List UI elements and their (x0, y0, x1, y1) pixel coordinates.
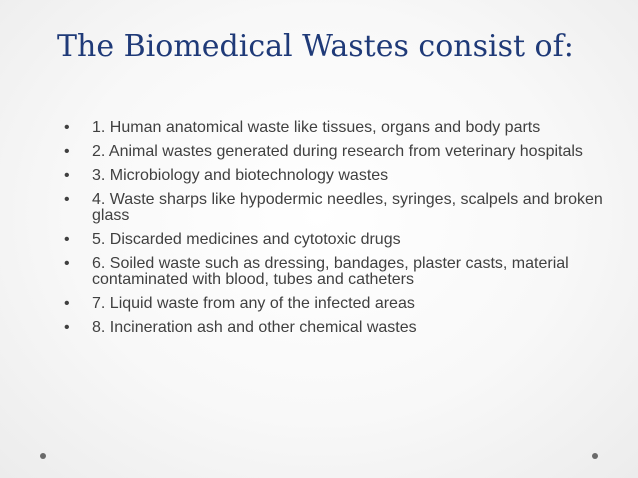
bullet-icon: • (64, 119, 70, 136)
list-item (64, 296, 604, 312)
corner-dot-left-icon (40, 453, 46, 459)
bullet-icon: • (64, 319, 70, 336)
slide-title: The Biomedical Wastes consist of: (57, 29, 574, 64)
list-item (64, 320, 604, 336)
list-item-text: 1. Human anatomical waste like tissues, organs and body parts (92, 119, 541, 136)
list-item (64, 120, 604, 136)
list-item-text: 3. Microbiology and biotechnology wastes (92, 167, 389, 184)
bullet-icon: • (64, 255, 70, 272)
bullet-icon: • (64, 231, 70, 248)
list-item (64, 232, 604, 248)
list-item-text: 5. Discarded medicines and cytotoxic drugs (92, 231, 401, 248)
list-item-text: 4. Waste sharps like hypodermic needles, syringes, scalpels and broken glass (92, 191, 603, 224)
bullet-icon: • (64, 295, 70, 312)
bullet-icon: • (64, 167, 70, 184)
list-item (64, 192, 604, 224)
list-item-text: 6. Soiled waste such as dressing, bandages, plaster casts, material contaminated with blood, tubes and catheters (92, 255, 569, 288)
bullet-list (64, 120, 604, 344)
list-item-text: 2. Animal wastes generated during research from veterinary hospitals (92, 143, 583, 160)
list-item (64, 256, 604, 288)
bullet-icon: • (64, 191, 70, 208)
bullet-icon: • (64, 143, 70, 160)
corner-dot-right-icon (592, 453, 598, 459)
list-item-text: 7. Liquid waste from any of the infected areas (92, 295, 415, 312)
list-item (64, 168, 604, 184)
list-item (64, 144, 604, 160)
list-item-text: 8. Incineration ash and other chemical wastes (92, 319, 417, 336)
